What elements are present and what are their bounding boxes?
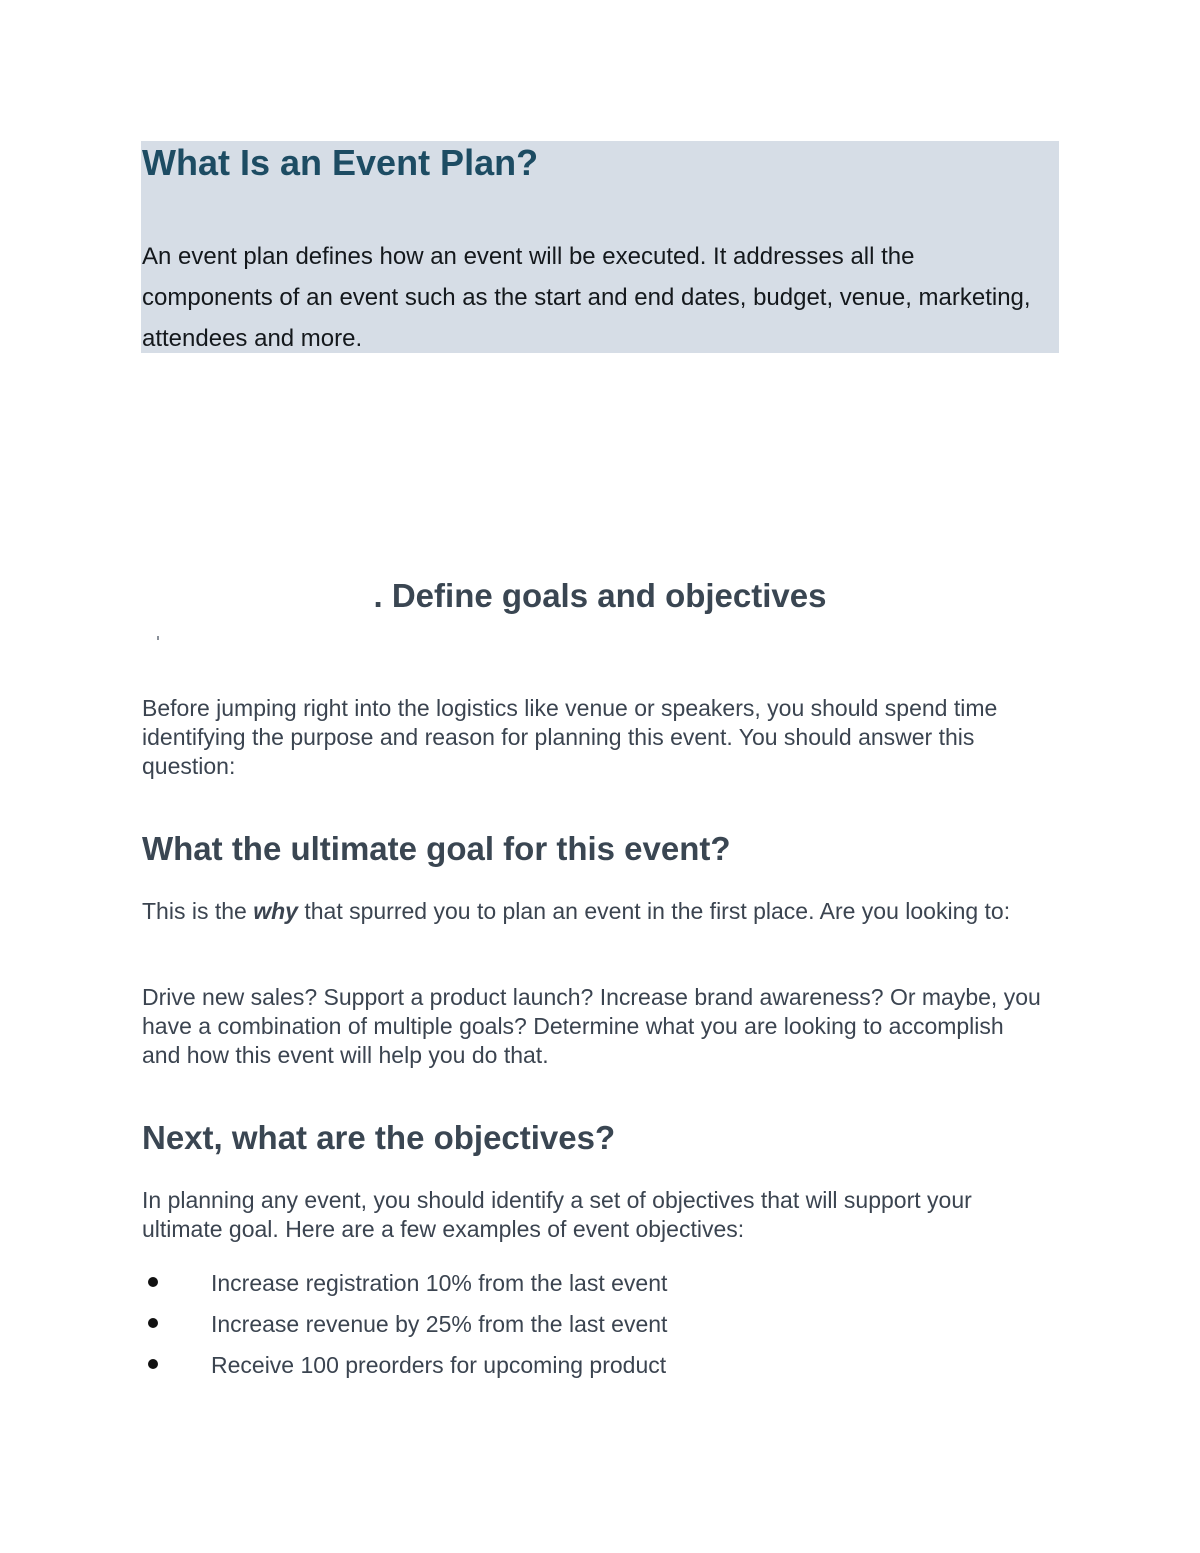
goal-p1-before: This is the	[142, 898, 254, 924]
goal-paragraph-1	[142, 897, 1042, 926]
goal-heading: What the ultimate goal for this event?	[142, 830, 731, 867]
objectives-intro: In planning any event, you should identify a set of objectives that will support your ultimate goal. Here are a few examples of event objectives:	[142, 1187, 972, 1242]
bullet-icon	[148, 1318, 158, 1328]
stray-mark	[157, 636, 159, 640]
goal-p1-emphasis: why	[253, 898, 298, 924]
section-title: . Define goals and objectives	[373, 577, 827, 614]
bullet-icon	[148, 1359, 158, 1369]
objectives-heading: Next, what are the objectives?	[142, 1119, 616, 1156]
list-item-text: Increase revenue by 25% from the last event	[211, 1311, 668, 1337]
intro-title: What Is an Event Plan?	[142, 142, 539, 183]
goal-p1-after: that spurred you to plan an event in the first place. Are you looking to:	[297, 898, 1011, 924]
intro-paragraph: An event plan defines how an event will be executed. It addresses all the components of an event such as the start and end dates, budget, venue, marketing, attendees and more.	[142, 243, 1031, 352]
list-item-text: Receive 100 preorders for upcoming product	[211, 1352, 667, 1378]
section-intro-paragraph: Before jumping right into the logistics like venue or speakers, you should spend time identifying the purpose and reason for planning this event. You should answer this question:	[142, 695, 998, 779]
goal-paragraph-2: Drive new sales? Support a product launch? Increase brand awareness? Or maybe, you have a combination of multiple goals? Determine what you are looking to accomplish and how this event will help you do that.	[142, 984, 1041, 1068]
bullet-icon	[148, 1277, 158, 1287]
list-item-text: Increase registration 10% from the last event	[211, 1270, 668, 1296]
